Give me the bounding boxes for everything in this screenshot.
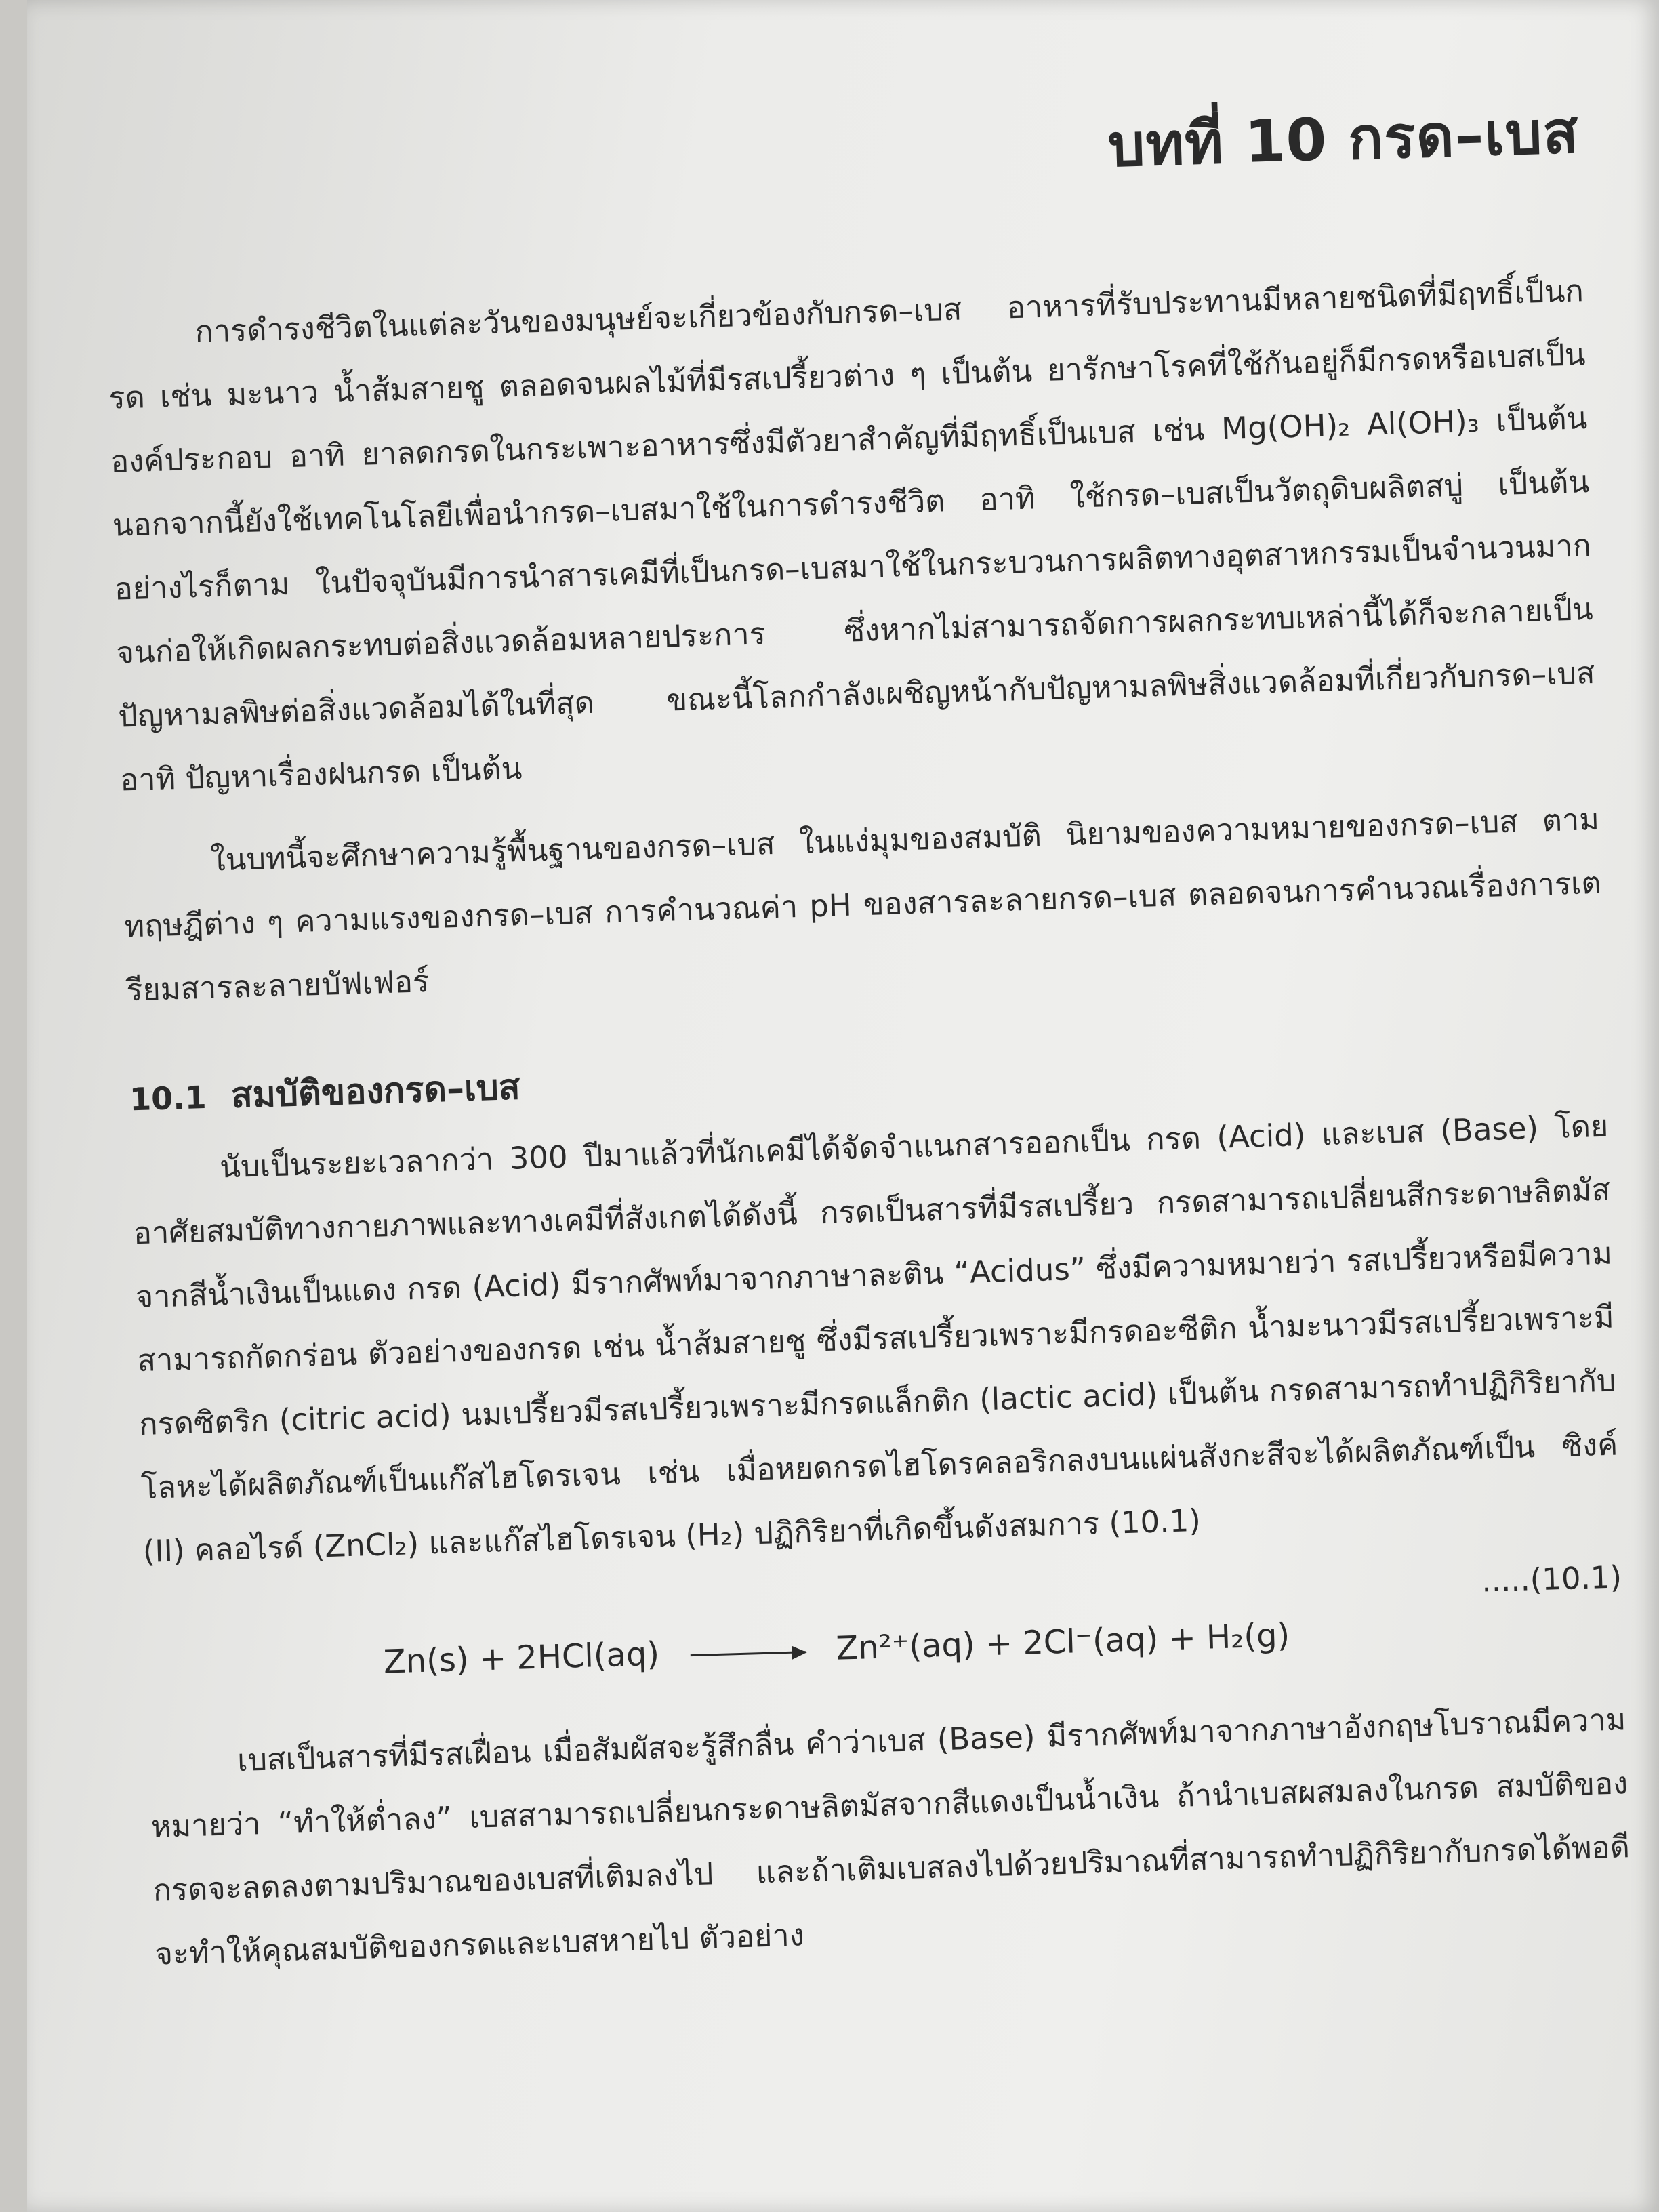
equation-reactants: Zn(s) + 2HCl(aq) xyxy=(383,1635,660,1681)
section-title: สมบัติของกรด–เบส xyxy=(230,1067,521,1116)
book-page xyxy=(27,0,1659,2212)
section-number: 10.1 xyxy=(129,1079,207,1118)
equation-block xyxy=(144,1559,1624,1704)
page-content xyxy=(100,71,1633,2005)
chapter-title: บทที่ 10 กรด–เบส xyxy=(1107,98,1580,180)
reaction-arrow-icon xyxy=(690,1651,805,1656)
equation-products: Zn²⁺(aq) + 2Cl⁻(aq) + H₂(g) xyxy=(835,1616,1291,1668)
equation-number: .....(10.1) xyxy=(1481,1559,1622,1599)
section-paragraph-2: เบสเป็นสารที่มีรสเฝื่อน เมื่อสัมผัสจะรู้สึกลื่น คำว่าเบส (Base) มีรากศัพท์มาจากภาษาอังกฤษโบราณมีความหมายว่า “ทำให้ต่ำลง” เบสสามารถเปลี่ยนกระดาษลิตมัสจากสีแดงเป็นน้ำเงิน ถ้านำเบสผสมลงในกรด สมบัติของกรดจะลดลงตามปริมาณของเบสที่เติมลงไป และถ้าเติมเบสลงไปด้วยปริมาณที่สามารถทำปฏิกิริยากับกรดได้พอดีจะทำให้คุณสมบัติของกรดและเบสหายไป ตัวอย่าง xyxy=(150,1701,1631,1972)
intro-paragraph-2: ในบทนี้จะศึกษาความรู้พื้นฐานของกรด–เบส ในแง่มุมของสมบัติ นิยามของความหมายของกรด–เบส ตามทฤษฎีต่าง ๆ ความแรงของกรด–เบส การคำนวณค่า pH ของสารละลายกรด–เบส ตลอดจนการคำนวณเรื่องการเตรียมสารละลายบัฟเฟอร์ xyxy=(123,800,1602,1008)
section-paragraph-1: นับเป็นระยะเวลากว่า 300 ปีมาแล้วที่นักเคมีได้จัดจำแนกสารออกเป็น กรด (Acid) และเบส (Base) โดยอาศัยสมบัติทางกายภาพและทางเคมีที่สังเกตได้ดังนี้ กรดเป็นสารที่มีรสเปรี้ยว กรดสามารถเปลี่ยนสีกระดาษลิตมัสจากสีน้ำเงินเป็นแดง กรด (Acid) มีรากศัพท์มาจากภาษาละติน “Acidus” ซึ่งมีความหมายว่า รสเปรี้ยวหรือมีความสามารถกัดกร่อน ตัวอย่างของกรด เช่น น้ำส้มสายชู ซึ่งมีรสเปรี้ยวเพราะมีกรดอะซีติก น้ำมะนาวมีรสเปรี้ยวเพราะมีกรดซิตริก (citric acid) นมเปรี้ยวมีรสเปรี้ยวเพราะมีกรดแล็กติก (lactic acid) เป็นต้น กรดสามารถทำปฏิกิริยากับโลหะได้ผลิตภัณฑ์เป็นแก๊สไฮโดรเจน เช่น เมื่อหยดกรดไฮโดรคลอริกลงบนแผ่นสังกะสีจะได้ผลิตภัณฑ์เป็น ซิงค์ (II) คลอไรด์ (ZnCl₂) และแก๊สไฮโดรเจน (H₂) ปฏิกิริยาที่เกิดขึ้นดังสมการ (10.1) xyxy=(133,1107,1618,1570)
intro-paragraph-1: การดำรงชีวิตในแต่ละวันของมนุษย์จะเกี่ยวข้องกับกรด–เบส อาหารที่รับประทานมีหลายชนิดที่มีฤทธิ์เป็นกรด เช่น มะนาว น้ำส้มสายชู ตลอดจนผลไม้ที่มีรสเปรี้ยวต่าง ๆ เป็นต้น ยารักษาโรคที่ใช้กันอยู่ก็มีกรดหรือเบสเป็นองค์ประกอบ อาทิ ยาลดกรดในกระเพาะอาหารซึ่งมีตัวยาสำคัญที่มีฤทธิ์เป็นเบส เช่น Mg(OH)₂ Al(OH)₃ เป็นต้น นอกจากนี้ยังใช้เทคโนโลยีเพื่อนำกรด–เบสมาใช้ในการดำรงชีวิต อาทิ ใช้กรด–เบสเป็นวัตถุดิบผลิตสบู่ เป็นต้น อย่างไรก็ตาม ในปัจจุบันมีการนำสารเคมีที่เป็นกรด–เบสมาใช้ในกระบวนการผลิตทางอุตสาหกรรมเป็นจำนวนมาก จนก่อให้เกิดผลกระทบต่อสิ่งแวดล้อมหลายประการ ซึ่งหากไม่สามารถจัดการผลกระทบเหล่านี้ได้ก็จะกลายเป็นปัญหามลพิษต่อสิ่งแวดล้อมได้ในที่สุด ขณะนี้โลกกำลังเผชิญหน้ากับปัญหามลพิษสิ่งแวดล้อมที่เกี่ยวกับกรด–เบส อาทิ ปัญหาเรื่องฝนกรด เป็นต้น xyxy=(108,272,1596,798)
chemical-equation xyxy=(383,1616,1290,1681)
